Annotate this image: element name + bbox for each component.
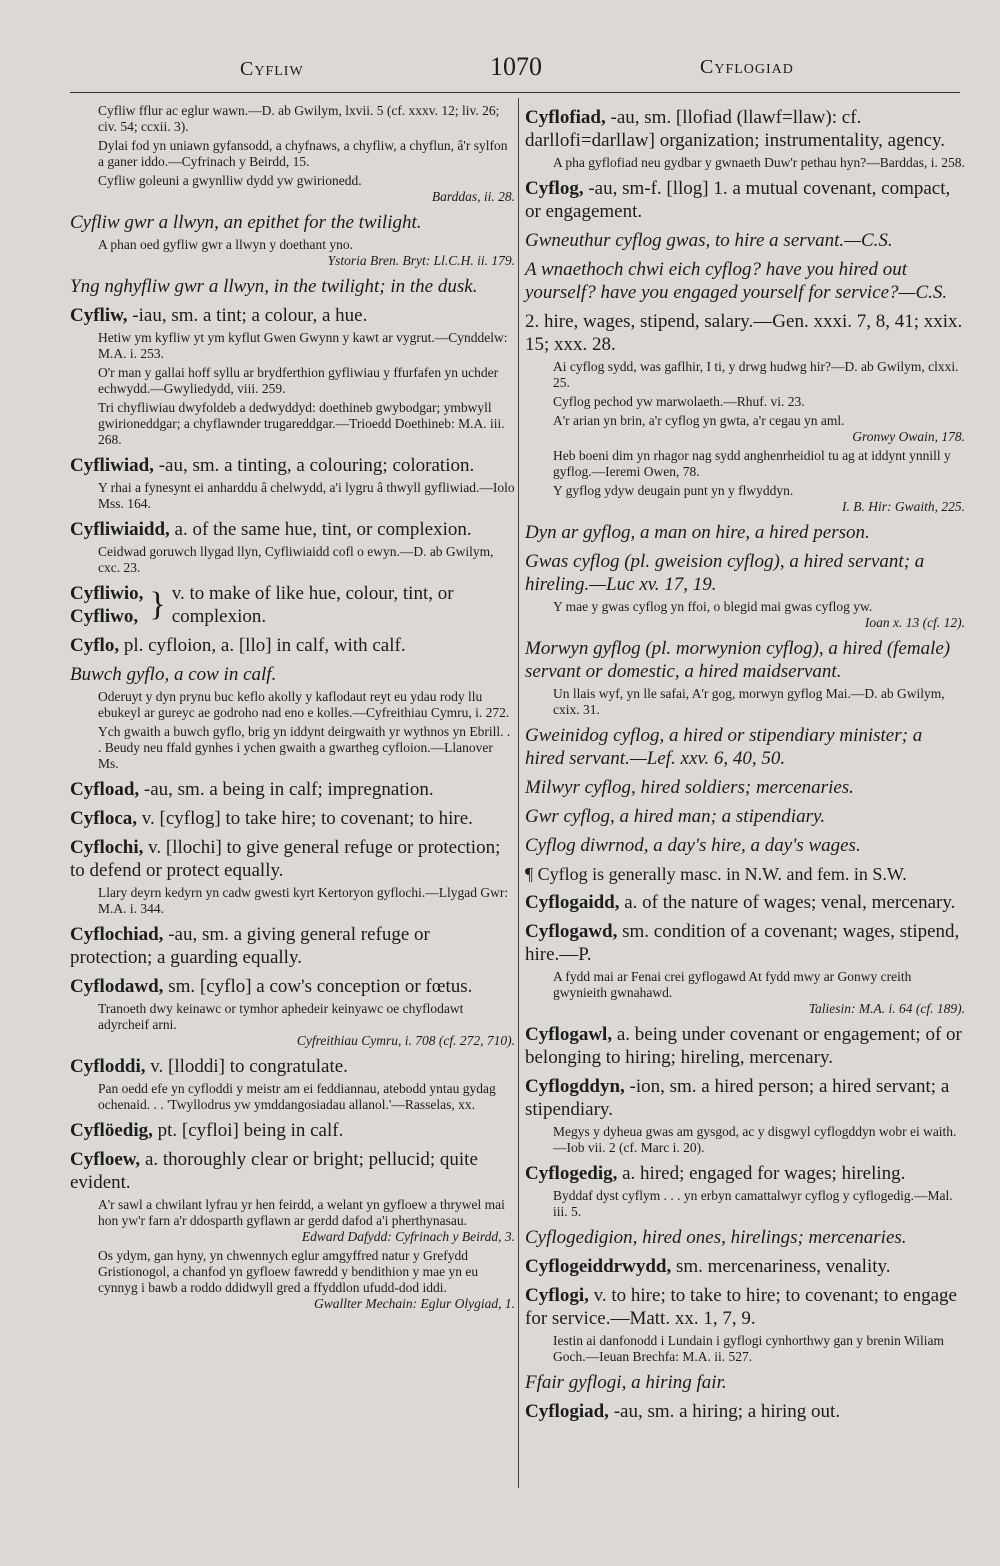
- citation: [553, 686, 965, 718]
- headword: Cyfliwo,: [70, 606, 139, 627]
- dictionary-entry: [70, 1119, 515, 1142]
- headword: Cyflogddyn,: [525, 1076, 625, 1097]
- citation-text: Iestin ai danfonodd i Lundain i gyflogi cynhorthwy gan y brenin Wiliam Goch.—Ieuan Brechfa: M.A. ii. 527.: [553, 1333, 945, 1364]
- citation-source: I. B. Hir: Gwaith, 225.: [842, 499, 965, 514]
- citation: [553, 1188, 965, 1220]
- entry-definition: a. of the same hue, tint, or complexion.: [169, 519, 472, 540]
- page-number: 1070: [490, 52, 542, 81]
- phrase-entry: A wnaethoch chwi eich cyflog? have you hired out yourself? have you engaged yourself for service?—C.S.: [525, 259, 948, 303]
- dictionary-entry: [70, 836, 515, 882]
- entry-definition: sm. condition of a covenant; wages, stipend, hire.—P.: [525, 921, 960, 965]
- citation: [98, 1001, 515, 1049]
- citation: [98, 138, 515, 170]
- phrase-entry: Ffair gyflogi, a hiring fair.: [525, 1372, 727, 1393]
- citation: [98, 544, 515, 576]
- phrase-entry: Morwyn gyflog (pl. morwynion cyflog), a hired (female) servant or domestic, a hired maidservant.: [525, 638, 951, 682]
- headword: Cyfload,: [70, 779, 140, 800]
- citation-text: Pan oedd efe yn cyfloddi y meistr am ei feddiannau, atebodd yntau gydag ochenaid. . . 'Twyllodrus yw ymddangosiadau allanol.'—Rasselas, xx.: [98, 1081, 496, 1112]
- headword: Cyflogawd,: [525, 921, 618, 942]
- dictionary-entry: [70, 304, 515, 327]
- citation-source: Cyfreithiau Cymru, i. 708 (cf. 272, 710).: [296, 1033, 515, 1048]
- dictionary-entry: [70, 807, 515, 830]
- headword: Cyflogaidd,: [525, 892, 620, 913]
- citation-text: A fydd mai ar Fenai crei gyflogawd At fydd mwy ar Gonwy creith gwynieith gwnahawd.: [553, 969, 912, 1000]
- citation-text: A'r arian yn brin, a'r cyflog yn gwta, a'r cegau yn aml.: [553, 413, 845, 428]
- citation-text: Byddaf dyst cyflym . . . yn erbyn camattalwyr cyflog y cyflogedig.—Mal. iii. 5.: [553, 1188, 953, 1219]
- entry-definition: -iau, sm. a tint; a colour, a hue.: [127, 305, 368, 326]
- entry-definition: pl. cyfloion, a. [llo] in calf, with calf.: [119, 635, 406, 656]
- phrase-entry: Yng nghyfliw gwr a llwyn, in the twilight; in the dusk.: [70, 276, 478, 297]
- citation-text: Tri chyfliwiau dwyfoldeb a dedwyddyd: doethineb gwybodgar; ymbwyll gwirioneddgar; a chyflawnder trugareddgar.—Trioedd Doethineb: M.A. iii. 268.: [98, 400, 505, 447]
- citation: [98, 173, 515, 205]
- headword: Cyflochiad,: [70, 924, 164, 945]
- entry-definition: pt. [cyfloi] being in calf.: [152, 1120, 344, 1141]
- headword: Cyflöedig,: [70, 1120, 153, 1141]
- citation-text: Ceidwad goruwch llygad llyn, Cyfliwiaidd cofl o ewyn.—D. ab Gwilym, cxc. 23.: [98, 544, 494, 575]
- entry-definition: -au, sm. a giving general refuge or protection; a guarding equally.: [70, 924, 430, 968]
- citation-text: Cyflog pechod yw marwolaeth.—Rhuf. vi. 23.: [553, 394, 805, 409]
- entry-definition: a. hired; engaged for wages; hireling.: [617, 1163, 906, 1184]
- citation: [553, 155, 965, 171]
- dictionary-entry: [525, 106, 965, 152]
- citation-source: Ystoria Bren. Bryt: Ll.C.H. ii. 179.: [327, 253, 515, 268]
- citation: [98, 365, 515, 397]
- entry-definition: 2. hire, wages, stipend, salary.—Gen. xxxi. 7, 8, 41; xxix. 15; xxx. 28.: [525, 311, 963, 355]
- header-left-guide-word: Cyfliw: [240, 58, 304, 80]
- citation-source: Ioan x. 13 (cf. 12).: [864, 615, 965, 630]
- headword: Cyflochi,: [70, 837, 144, 858]
- headword: Cyfloca,: [70, 808, 138, 829]
- citation-source: Gronwy Owain, 178.: [852, 429, 965, 444]
- entry-definition: -au, sm. a tinting, a colouring; coloration.: [153, 455, 475, 476]
- dictionary-entry: [70, 1148, 515, 1194]
- dictionary-entry: [525, 920, 965, 966]
- citation-text: Un llais wyf, yn lle safai, A'r gog, morwyn gyflog Mai.—D. ab Gwilym, cxix. 31.: [553, 686, 945, 717]
- headword: Cyflofiad,: [525, 107, 606, 128]
- citation-text: Ych gwaith a buwch gyflo, brig yn iddynt deirgwaith yr wythnos yn Ebrill. . . Beudy neu ffald gynhes i ychen gwaith a gwartheg cyfloion.—Llanover Ms.: [98, 724, 511, 771]
- dictionary-entry: [525, 1023, 965, 1069]
- citation: [98, 400, 515, 448]
- citation-text: Oderuyt y dyn prynu buc keflo akolly y kaflodaut reyt eu ydau rody llu ebukeyl ar gureyc ae godroho nad eno e kolles.—Cyfreithiau Cymru, i. 272.: [98, 689, 510, 720]
- citation: [553, 969, 965, 1017]
- citation-text: Llary deyrn kedyrn yn cadw gwesti kyrt Kertoryon gyflochi.—Llygad Gwr: M.A. i. 344.: [98, 885, 509, 916]
- entry-definition: -au, sm. a hiring; a hiring out.: [608, 1401, 841, 1422]
- dictionary-entry: [70, 454, 515, 477]
- citation: [553, 394, 965, 410]
- header-rule: [70, 92, 960, 93]
- phrase-entry: Gwas cyflog (pl. gweision cyflog), a hired servant; a hireling.—Luc xv. 17, 19.: [525, 551, 925, 595]
- dictionary-entry: [525, 310, 965, 356]
- phrase-entry: Cyfliw gwr a llwyn, an epithet for the twilight.: [70, 212, 422, 233]
- citation: [98, 885, 515, 917]
- citation-text: Megys y dyheua gwas am gysgod, ac y disgwyl cyflogddyn wobr ei waith.—Iob vii. 2 (cf. Marc i. 20).: [553, 1124, 957, 1155]
- entry-definition: v. [lloddi] to congratulate.: [145, 1056, 348, 1077]
- headword: Cyflog,: [525, 178, 584, 199]
- citation-text: Hetiw ym kyfliw yt ym kyflut Gwen Gwynn y kawt ar vygrut.—Cynddelw: M.A. i. 253.: [98, 330, 508, 361]
- citation: [98, 724, 515, 772]
- citation: [98, 1197, 515, 1245]
- headword: Cyfloew,: [70, 1149, 141, 1170]
- dictionary-entry: [525, 891, 965, 914]
- dictionary-entry: [70, 1055, 515, 1078]
- entry-definition: a. being under covenant or engagement; of or belonging to hiring; hireling, mercenary.: [525, 1024, 962, 1068]
- entry-definition: -ion, sm. a hired person; a hired servant; a stipendiary.: [525, 1076, 950, 1120]
- citation-text: Y rhai a fynesynt ei anharddu â chelwydd, a'i lygru â thwyll gyfliwiad.—Iolo Mss. 164.: [98, 480, 515, 511]
- headword: Cyfliwio,: [70, 583, 144, 604]
- entry-definition: v. [llochi] to give general refuge or protection; to defend or protect equally.: [70, 837, 501, 881]
- dictionary-entry: [70, 975, 515, 998]
- citation-source: Taliesin: M.A. i. 64 (cf. 189).: [808, 1001, 965, 1016]
- dictionary-entry: [525, 177, 965, 223]
- citation: [553, 413, 965, 445]
- header-right-guide-word: Cyflogiad: [700, 56, 794, 78]
- dictionary-entry-pair: [70, 582, 515, 628]
- dictionary-entry: [525, 1284, 965, 1330]
- citation: [98, 330, 515, 362]
- headword: Cyflogi,: [525, 1285, 589, 1306]
- left-column: [70, 100, 515, 1315]
- dictionary-entry: [525, 1075, 965, 1121]
- citation-text: Dylai fod yn uniawn gyfansodd, a chyfnaws, a chyfliw, a chyflun, â'r sylfon a ganer iddo.—Cyfrinach y Beirdd, 15.: [98, 138, 508, 169]
- column-divider: [518, 98, 519, 1488]
- citation: [98, 1248, 515, 1312]
- citation-text: Cyfliw fflur ac eglur wawn.—D. ab Gwilym, lxvii. 5 (cf. xxxv. 12; liv. 26; civ. 54; ccxii. 3).: [98, 103, 500, 134]
- citation-source: Barddas, ii. 28.: [431, 189, 515, 204]
- phrase-entry: Milwyr cyflog, hired soldiers; mercenaries.: [525, 777, 854, 798]
- entry-definition: -au, sm. a being in calf; impregnation.: [139, 779, 434, 800]
- citation-text: Os ydym, gan hyny, yn chwennych eglur amgyffred natur y Grefydd Gristionogol, a chanfod yn gyfloew fawredd y bendithion y mae yn eu cynnyg i bawb a roddo ddidwyll gred a ffyddlon ufudd-dod iddi.: [98, 1248, 479, 1295]
- entry-definition: sm. [cyflo] a cow's conception or fœtus.: [163, 976, 473, 997]
- citation-text: Cyfliw goleuni a gwynlliw dydd yw gwirionedd.: [98, 173, 362, 188]
- entry-definition: a. of the nature of wages; venal, mercenary.: [619, 892, 956, 913]
- phrase-entry: Gwr cyflog, a hired man; a stipendiary.: [525, 806, 826, 827]
- citation: [553, 599, 965, 631]
- citation-text: Ai cyflog sydd, was gaflhir, I ti, y drwg hudwg hir?—D. ab Gwilym, clxxi. 25.: [553, 359, 959, 390]
- citation: [98, 103, 515, 135]
- citation-text: Tranoeth dwy keinawc or tymhor aphedeir keinyawc oe chyflodawt adyrcheif arni.: [98, 1001, 464, 1032]
- phrase-entry: Gweinidog cyflog, a hired or stipendiary minister; a hired servant.—Lef. xxv. 6, 40, 50.: [525, 725, 923, 769]
- citation-source: Edward Dafydd: Cyfrinach y Beirdd, 3.: [301, 1229, 515, 1244]
- entry-definition: sm. mercenariness, venality.: [671, 1256, 891, 1277]
- citation-text: O'r man y gallai hoff syllu ar brydferthion gyfliwiau y ffurfafen yn uchder echwydd.—Gwyliedydd, viii. 259.: [98, 365, 499, 396]
- headword: Cyfloddi,: [70, 1056, 146, 1077]
- headword: Cyflogedig,: [525, 1163, 618, 1184]
- citation-text: A'r sawl a chwilant lyfrau yr hen feirdd, a welant yn gyfloew a thrywel mai hon yw'r farn a'r ddosparth gyflawn ar gerdd dafod a'i pherthynasau.: [98, 1197, 505, 1228]
- phrase-entry: Buwch gyflo, a cow in calf.: [70, 664, 277, 685]
- phrase-entry: Gwneuthur cyflog gwas, to hire a servant.—C.S.: [525, 230, 893, 251]
- citation-text: Y gyflog ydyw deugain punt yn y flwyddyn.: [553, 483, 794, 498]
- phrase-entry: Cyflog diwrnod, a day's hire, a day's wages.: [525, 835, 861, 856]
- headword: Cyfliwiaidd,: [70, 519, 170, 540]
- dictionary-entry: [70, 923, 515, 969]
- citation: [553, 359, 965, 391]
- citation: [98, 689, 515, 721]
- dictionary-entry: [525, 1400, 965, 1423]
- headword-group: [70, 582, 143, 628]
- citation-text: Y mae y gwas cyflog yn ffoi, o blegid mai gwas cyflog yw.: [553, 599, 873, 614]
- usage-note: ¶ Cyflog is generally masc. in N.W. and fem. in S.W.: [525, 864, 907, 884]
- citation: [98, 1081, 515, 1113]
- headword: Cyfliwiad,: [70, 455, 154, 476]
- right-column: [525, 100, 965, 1425]
- headword: Cyflodawd,: [70, 976, 164, 997]
- dictionary-entry: [525, 1162, 965, 1185]
- phrase-entry: Cyflogedigion, hired ones, hirelings; mercenaries.: [525, 1227, 907, 1248]
- dictionary-entry: [70, 778, 515, 801]
- dictionary-entry: [525, 1255, 965, 1278]
- citation: [553, 448, 965, 480]
- entry-definition: v. to make of like hue, colour, tint, or complexion.: [171, 583, 454, 627]
- headword: Cyflogiad,: [525, 1401, 609, 1422]
- citation: [553, 1124, 965, 1156]
- citation: [553, 1333, 965, 1365]
- page-header: [60, 50, 970, 90]
- dictionary-entry: [70, 518, 515, 541]
- citation-text: Heb boeni dim yn rhagor nag sydd anghenrheidiol tu ag at iddynt ynnill y gyflog.—Ieremi Owen, 78.: [553, 448, 951, 479]
- citation: [553, 483, 965, 515]
- headword: Cyflo,: [70, 635, 120, 656]
- dictionary-entry: [70, 634, 515, 657]
- phrase-entry: Dyn ar gyflog, a man on hire, a hired person.: [525, 522, 870, 543]
- citation: [98, 480, 515, 512]
- entry-definition: a. thoroughly clear or bright; pellucid; quite evident.: [70, 1149, 478, 1193]
- entry-definition: -au, sm. [llofiad (llawf=llaw): cf. darllofi=darllaw] organization; instrumentality, agency.: [525, 107, 945, 151]
- citation-text: A pha gyflofiad neu gydbar y gwnaeth Duw'r pethau hyn?—Barddas, i. 258.: [553, 155, 965, 170]
- entry-definition: v. to hire; to take to hire; to covenant; to engage for service.—Matt. xx. 1, 7, 9.: [525, 1285, 957, 1329]
- citation: [98, 237, 515, 269]
- headword: Cyfliw,: [70, 305, 128, 326]
- headword: Cyflogeiddrwydd,: [525, 1256, 672, 1277]
- headword: Cyflogawl,: [525, 1024, 613, 1045]
- entry-definition: -au, sm-f. [llog] 1. a mutual covenant, compact, or engagement.: [525, 178, 951, 222]
- entry-definition: v. [cyflog] to take hire; to covenant; to hire.: [137, 808, 473, 829]
- brace-glyph: }: [149, 586, 166, 623]
- citation-text: A phan oed gyfliw gwr a llwyn y doethant yno.: [98, 237, 353, 252]
- citation-source: Gwallter Mechain: Eglur Olygiad, 1.: [314, 1296, 515, 1311]
